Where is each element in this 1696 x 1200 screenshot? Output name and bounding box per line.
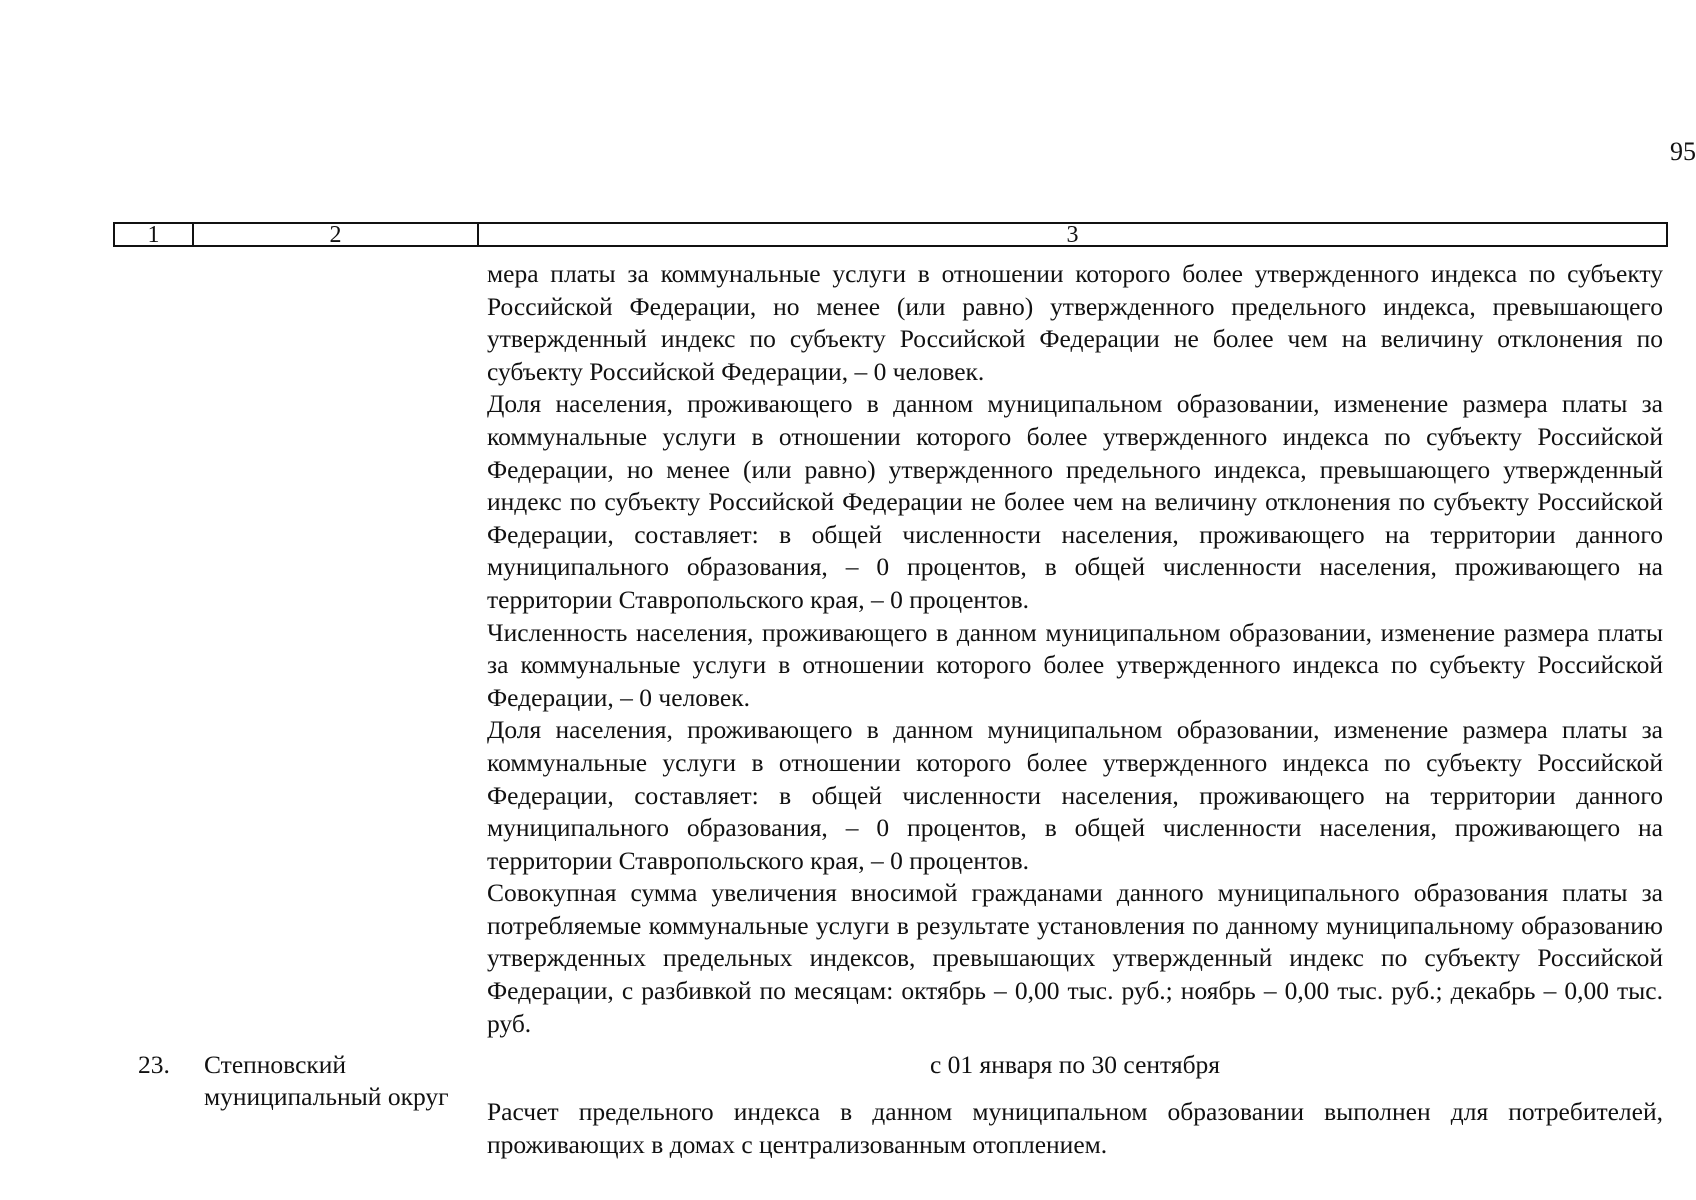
page-number: 95 [1670,137,1696,166]
entry-number: 23. [138,1050,170,1079]
paragraph: мера платы за коммунальные услуги в отношении которого более утвержденного индекса по субъекту Российской Федерации, но менее (или равно) утвержденного предельного индекса, превышающего утвержденный индекс по субъекту Российской Федерации не более чем на величину отклонения по субъекту Российской Федерации, – 0 человек. [487,259,1663,386]
entry-text: Расчет предельного индекса в данном муниципальном образовании выполнен для потребителей, проживающих в домах с централизованным отоплением. [487,1097,1663,1159]
column-header-1: 1 [115,224,194,245]
table-header-row [113,222,1668,247]
column-header-2: 2 [194,224,479,245]
paragraph: Доля населения, проживающего в данном муниципальном образовании, изменение размера платы за коммунальные услуги в отношении которого более утвержденного индекса по субъекту Российской Федерации, составляет: в общей численности населения, проживающего на территории данного муниципального образования, – 0 процентов, в общей численности населения, проживающего на территории Ставропольского края, – 0 процентов. [487,715,1663,875]
entry-municipality-name: Степновский муниципальный округ [204,1050,449,1111]
paragraph: Совокупная сумма увеличения вносимой гражданами данного муниципального образования платы за потребляемые коммунальные услуги в результате установления по данному муниципальному образованию утвержденных предельных индексов, превышающих утвержденный индекс по субъекту Российской Федерации, с разбивкой по месяцам: октябрь – 0,00 тыс. руб.; ноябрь – 0,00 тыс. руб.; декабрь – 0,00 тыс. руб. [487,878,1663,1038]
body-text [487,258,1663,1040]
period-heading: с 01 января по 30 сентября [929,1050,1221,1079]
column-header-3: 3 [1066,222,1079,248]
paragraph: Доля населения, проживающего в данном муниципальном образовании, изменение размера платы за коммунальные услуги в отношении которого более утвержденного индекса по субъекту Российской Федерации, но менее (или равно) утвержденного предельного индекса, превышающего утвержденный индекс по субъекту Российской Федерации не более чем на величину отклонения по субъекту Российской Федерации, составляет: в общей численности населения, проживающего на территории данного муниципального образования, – 0 процентов, в общей численности населения, проживающего на территории Ставропольского края, – 0 процентов. [487,389,1663,614]
paragraph: Численность населения, проживающего в данном муниципальном образовании, изменение размера платы за коммунальные услуги в отношении которого более утвержденного индекса по субъекту Российской Федерации, – 0 человек. [487,617,1663,712]
